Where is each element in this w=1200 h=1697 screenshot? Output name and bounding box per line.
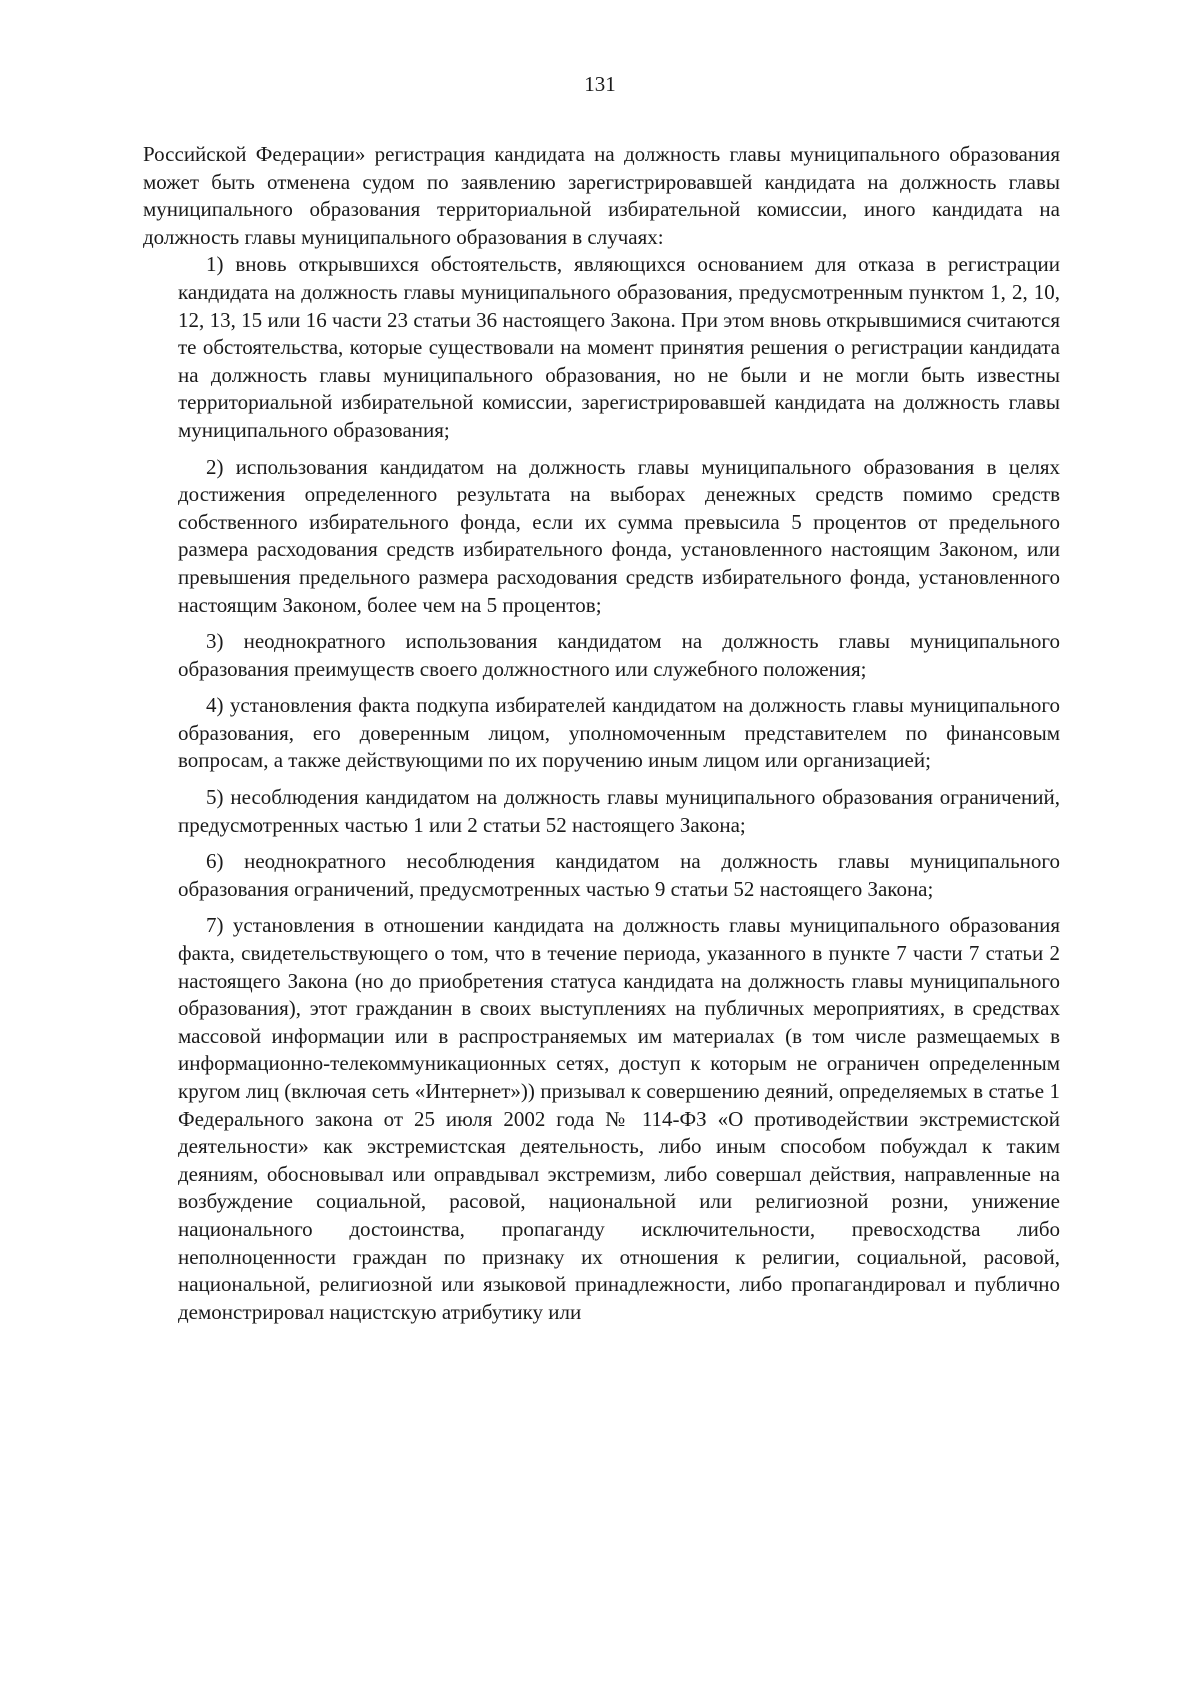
list-item: 5) несоблюдения кандидатом на должность главы муниципального образования ограничений, предусмотренных частью 1 или 2 статьи 52 настоящего Закона; xyxy=(178,785,1060,837)
page-number: 131 xyxy=(584,72,616,96)
document-body xyxy=(143,141,1060,1326)
list-item: 3) неоднократного использования кандидатом на должность главы муниципального образования преимуществ своего должностного или служебного положения; xyxy=(178,629,1060,681)
list-item: 6) неоднократного несоблюдения кандидатом на должность главы муниципального образования ограничений, предусмотренных частью 9 статьи 52 настоящего Закона; xyxy=(178,849,1060,901)
list-item: 2) использования кандидатом на должность главы муниципального образования в целях достижения определенного результата на выборах денежных средств помимо средств собственного избирательного фонда, если их сумма превысила 5 процентов от предельного размера расходования средств избирательного фонда, установленного настоящим Законом, или превышения предельного размера расходования средств избирательного фонда, установленного настоящим Законом, более чем на 5 процентов; xyxy=(178,454,1060,617)
list-item: 1) вновь открывшихся обстоятельств, являющихся основанием для отказа в регистрации кандидата на должность главы муниципального образования, предусмотренным пунктом 1, 2, 10, 12, 13, 15 или 16 части 23 статьи 36 настоящего Закона. При этом вновь открывшимися считаются те обстоятельства, которые существовали на момент принятия решения о регистрации кандидата на должность главы муниципального образования, но не были и не могли быть известны территориальной избирательной комиссии, зарегистрировавшей кандидата на должность главы муниципального образования; xyxy=(178,252,1060,442)
intro-paragraph: Российской Федерации» регистрация кандидата на должность главы муниципального образования может быть отменена судом по заявлению зарегистрировавшей кандидата на должность главы муниципального образования территориальной избирательной комиссии, иного кандидата на должность главы муниципального образования в случаях: xyxy=(143,142,1060,249)
list-item: 4) установления факта подкупа избирателей кандидатом на должность главы муниципального образования, его доверенным лицом, уполномоченным представителем по финансовым вопросам, а также действующими по их поручению иным лицом или организацией; xyxy=(178,693,1060,773)
enumerated-list xyxy=(178,251,1060,1326)
list-item: 7) установления в отношении кандидата на должность главы муниципального образования факта, свидетельствующего о том, что в течение периода, указанного в пункте 7 части 7 статьи 2 настоящего Закона (но до приобретения статуса кандидата на должность главы муниципального образования), этот гражданин в своих выступлениях на публичных мероприятиях, в средствах массовой информации или в распространяемых им материалах (в том числе размещаемых в информационно-телекоммуникационных сетях, доступ к которым не ограничен определенным кругом лиц (включая сеть «Интернет»)) призывал к совершению деяний, определяемых в статье 1 Федерального закона от 25 июля 2002 года № 114-ФЗ «О противодействии экстремистской деятельности» как экстремистская деятельность, либо иным способом побуждал к таким деяниям, обосновывал или оправдывал экстремизм, либо совершал действия, направленные на возбуждение социальной, расовой, национальной или религиозной розни, унижение национального достоинства, пропаганду исключительности, превосходства либо неполноценности граждан по признаку их отношения к религии, социальной, расовой, национальной, религиозной или языковой принадлежности, либо пропагандировал и публично демонстрировал нацистскую атрибутику или xyxy=(178,913,1060,1324)
